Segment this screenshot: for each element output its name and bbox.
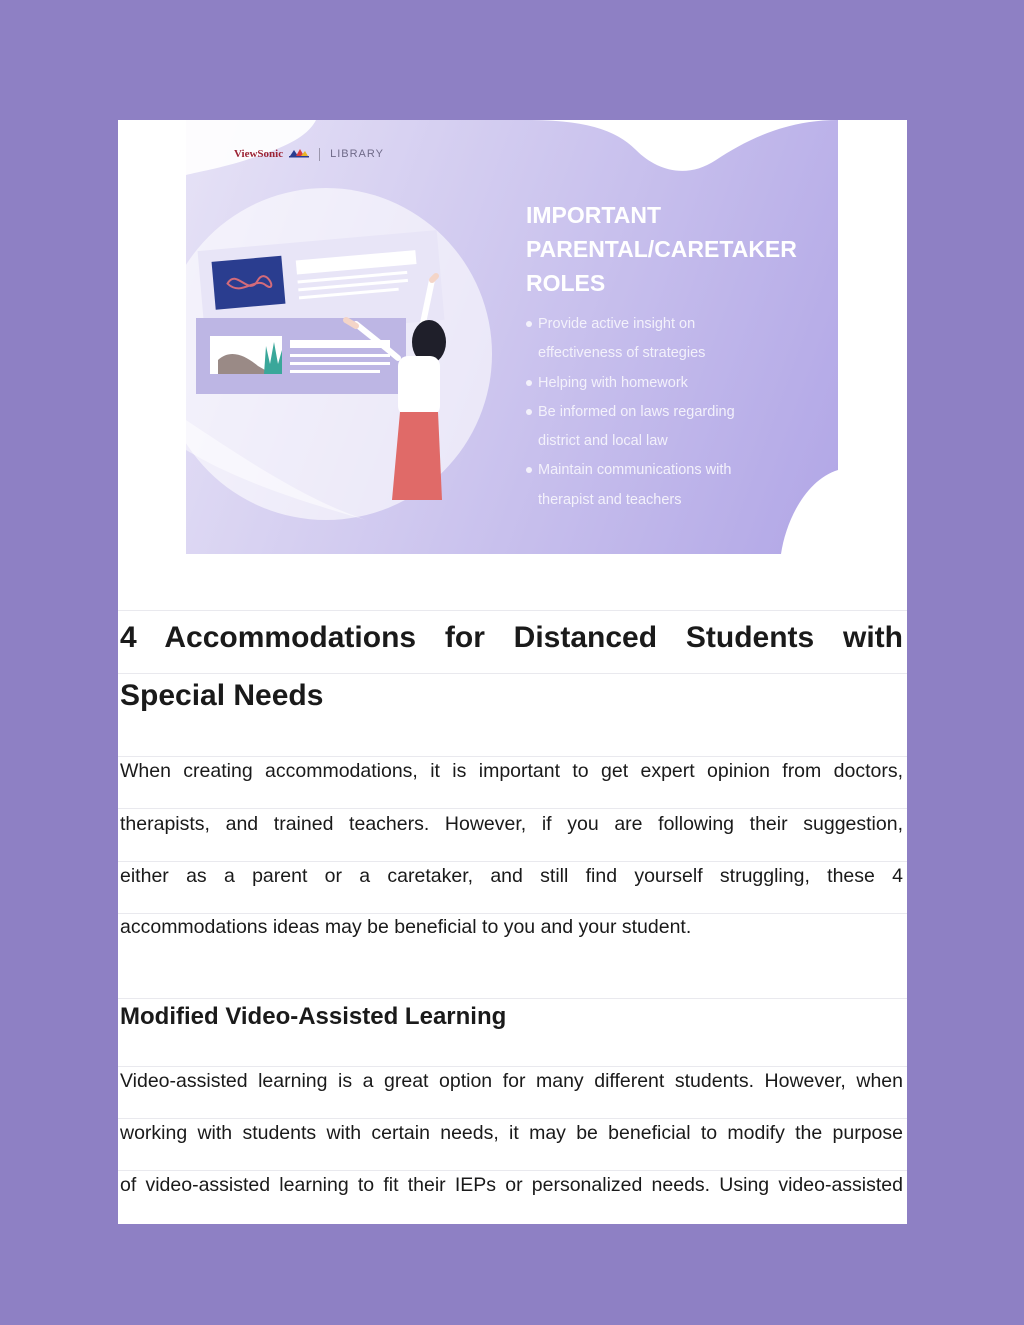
- banner-image: [186, 120, 838, 554]
- banner-title-line: PARENTAL/CARETAKER: [526, 236, 797, 262]
- paragraph-line: therapists, and trained teachers. However, if you are following their suggestion,: [120, 813, 903, 835]
- paragraph-line: of video-assisted learning to fit their IEPs or personalized needs. Using video-assisted: [120, 1174, 903, 1196]
- paragraph-line: working with students with certain needs, it may be beneficial to modify the purpose: [120, 1122, 903, 1144]
- divider: [118, 673, 907, 674]
- banner-bullet-list: [526, 310, 826, 515]
- brand-name: ViewSonic: [234, 148, 284, 160]
- banner-bullet-item: Helping with homework: [526, 369, 826, 398]
- banner-title-line: IMPORTANT: [526, 202, 662, 228]
- banner-bullet-item: Be informed on laws regarding district and local law: [526, 398, 826, 457]
- divider: [118, 610, 907, 611]
- divider: [118, 998, 907, 999]
- birds-icon: [289, 148, 309, 161]
- divider: [118, 808, 907, 809]
- page-title-continued: Special Needs: [120, 679, 324, 712]
- paragraph-line: accommodations ideas may be beneficial to you and your student.: [120, 916, 692, 938]
- document-page: [118, 120, 907, 1224]
- brand-section: LIBRARY: [330, 148, 384, 160]
- paragraph-line: Video-assisted learning is a great option for many different students. However, when: [120, 1070, 903, 1092]
- section-heading: Modified Video-Assisted Learning: [120, 1003, 507, 1030]
- paragraph-line: either as a parent or a caretaker, and still find yourself struggling, these 4: [120, 865, 903, 887]
- banner-bullet-item: Maintain communications with therapist and teachers: [526, 456, 826, 515]
- brand-separator: [319, 148, 320, 161]
- brand-logo: [234, 146, 384, 162]
- banner-title: [526, 198, 826, 300]
- banner-title-line: ROLES: [526, 270, 606, 296]
- page-title: 4 Accommodations for Distanced Students with: [120, 621, 903, 654]
- paragraph-line: When creating accommodations, it is important to get expert opinion from doctors,: [120, 760, 903, 782]
- banner-bullet-item: Provide active insight on effectiveness of strategies: [526, 310, 826, 369]
